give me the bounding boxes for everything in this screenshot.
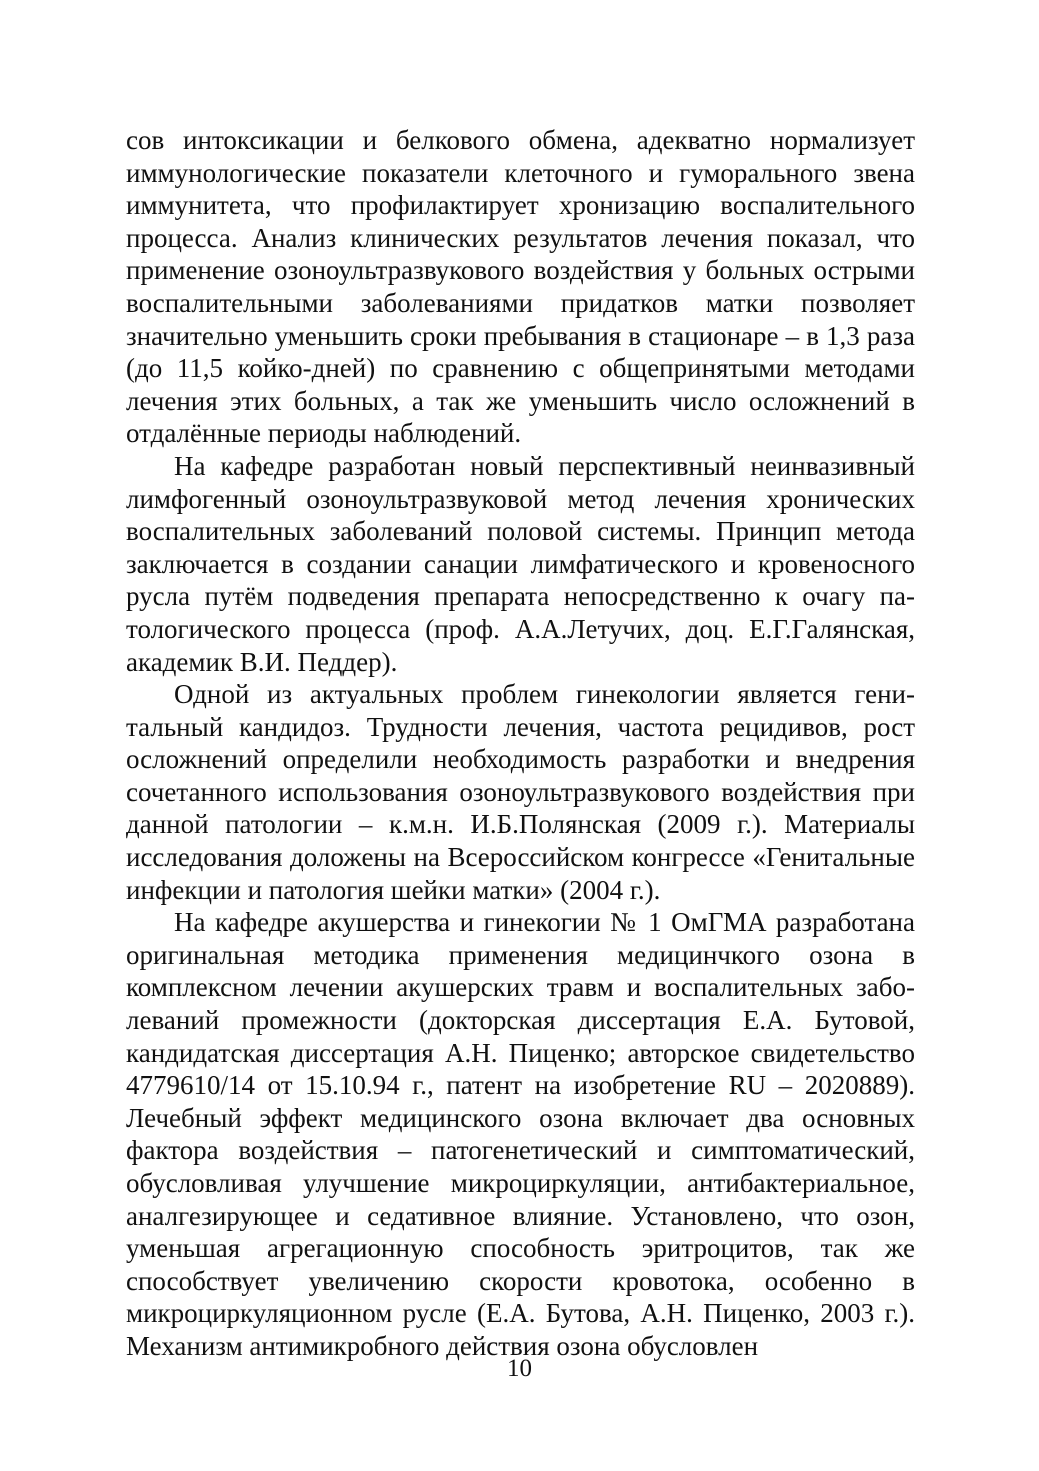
body-text xyxy=(126,124,915,1363)
paragraph-ozone-method: На кафедре разработан новый перспективный неинвазивный лимфогенный озоноультразвуковой метод лечения хронических воспалительных заболеваний половой системы. Принцип метода заключается в создании санации лимфатического и кровеносного русла путём подведения препарата непосредственно к очагу патологического процесса (проф. А.А.Летучих, доц. Е.Г.Галянская, академик В.И. Педдер). xyxy=(126,450,915,677)
paragraph-obstetric-injuries: На кафедре акушерства и гинекогии № 1 ОмГМА разработана оригинальная методика применения медицинчкого озона в комплексном лечении акушерских травм и воспалительных заболеваний промежности (докторская диссертация Е.А. Бутовой, кандидатская диссертация А.Н. Пиценко; авторское свидетельство 4779610/14 от 15.10.94 г., патент на изобретение RU – 2020889). Лечебный эффект медицинского озона включает два основных фактора воздействия – патогенетический и симптоматический, обусловливая улучшение микроциркуляции, антибактериальное, аналгезирующее и седативное влияние. Установлено, что озон, уменьшая агрегационную способность эритроцитов, так же способствует увеличению скорости кровотока, особенно в микроциркуляционном русле (Е.А. Бутова, А.Н. Пиценко, 2003 г.). Механизм антимикробного действия озона обусловлен xyxy=(126,907,915,1361)
paragraph-continuation: сов интоксикации и белкового обмена, адекватно нормализует иммунологические показатели клеточного и гуморального звена иммунитета, что профилактирует хронизацию воспалительного процесса. Анализ клинических результатов лечения показал, что применение озоноультразвукового воздействия у больных острыми воспалительными заболеваниями придатков матки позволяет значительно уменьшить сроки пребывания в стационаре – в 1,3 раза (до 11,5 койко-дней) по сравнению с общепринятыми методами лечения этих больных, а так же уменьшить число осложнений в отдалённые периоды наблюдений. xyxy=(126,125,915,449)
paragraph-candidiasis: Одной из актуальных проблем гинекологии является генитальный кандидоз. Трудности лечения, частота рецидивов, рост осложнений определили необходимость разработки и внедрения сочетанного использования озоноультразвукового воздействия при данной патологии – к.м.н. И.Б.Полянская (2009 г.). Материалы исследования доложены на Всероссийском конгрессе «Генитальные инфекции и патология шейки матки» (2004 г.). xyxy=(126,679,915,905)
page-number: 10 xyxy=(507,1355,532,1382)
